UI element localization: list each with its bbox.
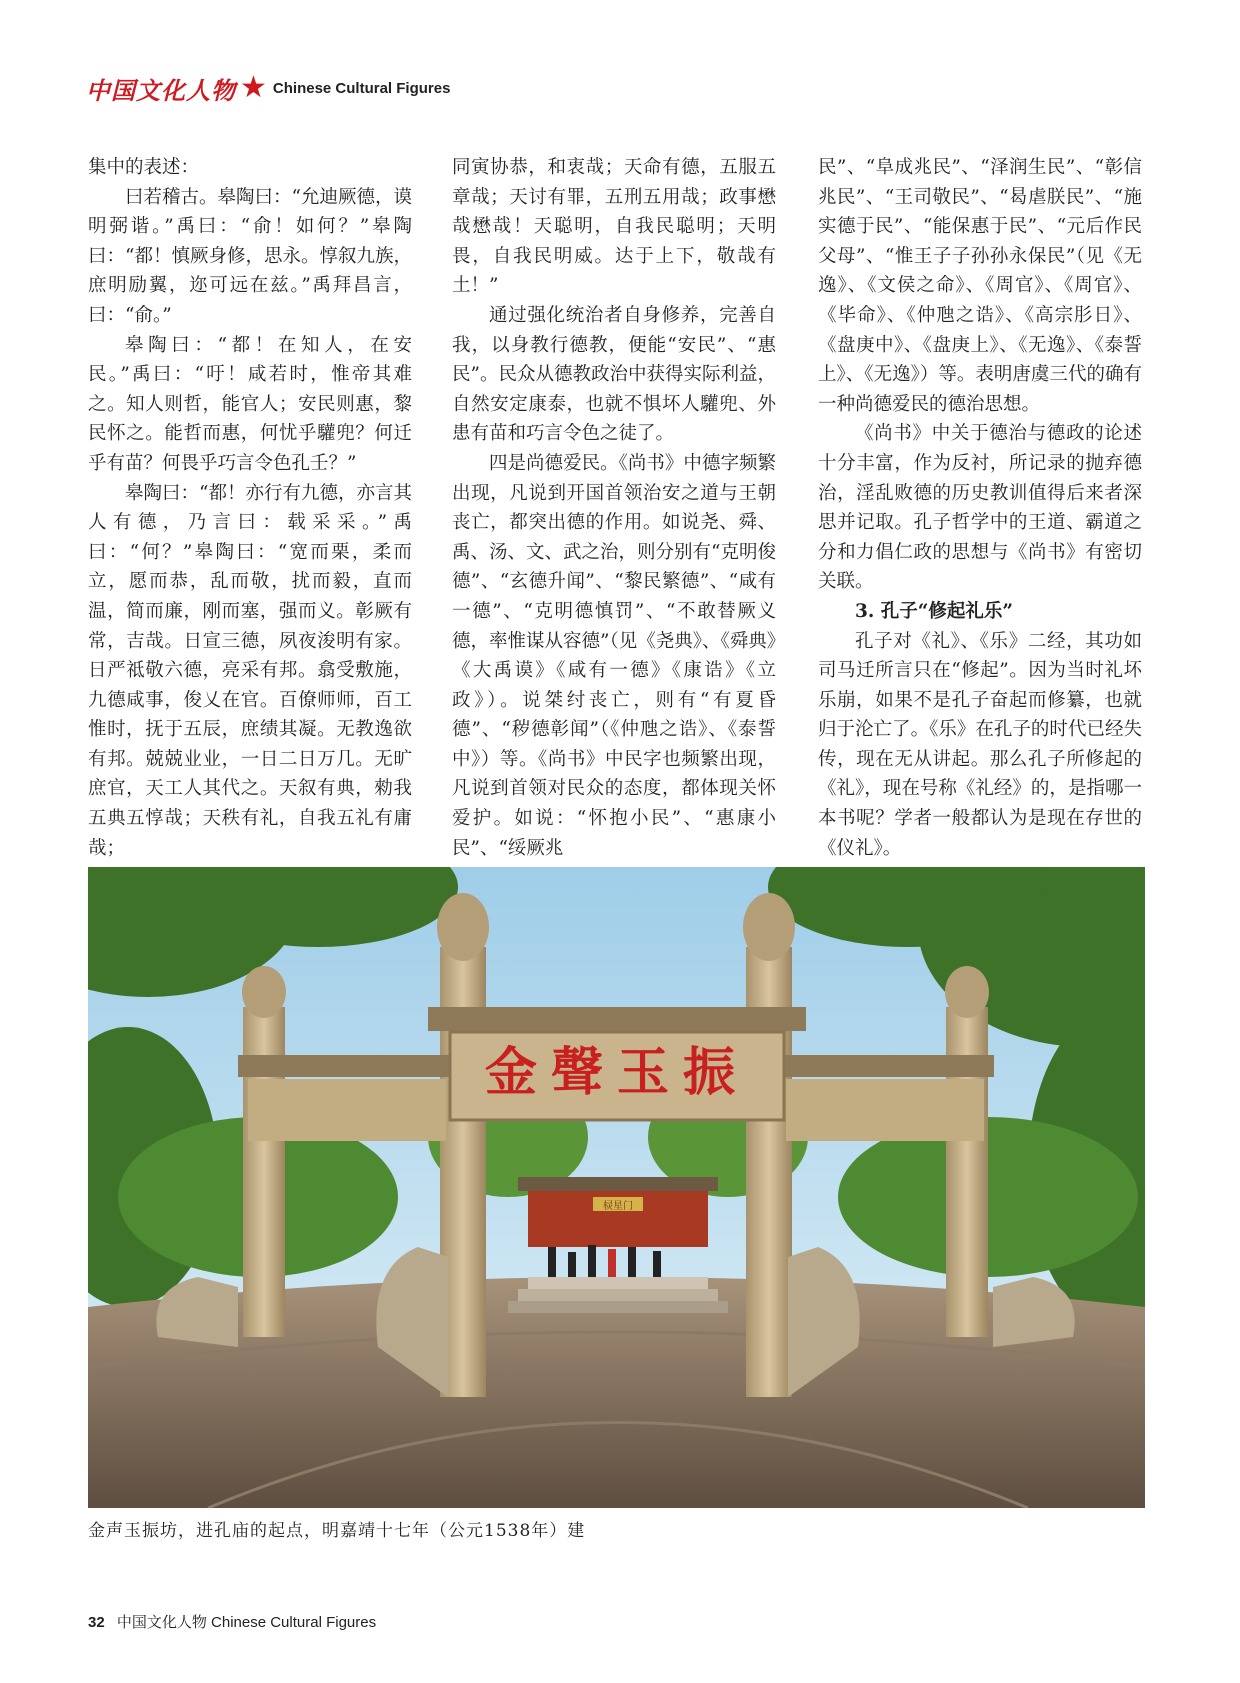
photo-jinsheng-yuzhen-archway <box>88 867 1145 1508</box>
body-paragraph: 民”、“阜成兆民”、“泽润生民”、“彰信兆民”、“王司敬民”、“曷虐朕民”、“施实德于民”、“能保惠于民”、“元后作民父母”、“惟王子子孙孙永保民”（见《无逸》、《文侯之命》、《周官》、《周官》、《毕命》、《仲虺之诰》、《高宗肜日》、《盘庚中》、《盘庚上》、《无逸》、《泰誓上》、《无逸》）等。表明唐虞三代的确有一种尚德爱民的德治思想。 <box>818 157 1142 415</box>
footer-title: 中国文化人物 Chinese Cultural Figures <box>116 1614 377 1631</box>
page-footer <box>88 1611 376 1632</box>
section-subheading: 3. 孔子“修起礼乐” <box>855 600 1014 622</box>
body-paragraph: 皋陶曰：“都！在知人，在安民。”禹曰：“吁！咸若时，惟帝其难之。知人则哲，能官人；安民则惠，黎民怀之。能哲而惠，何忧乎驩兜？何迁乎有苗？何畏乎巧言令色孔壬？” <box>88 334 412 474</box>
text-column-3 <box>818 153 1142 863</box>
body-paragraph: 皋陶曰：“都！亦行有九德，亦言其人有德，乃言曰：载采采。”禹曰：“何？”皋陶曰：“宽而栗，柔而立，愿而恭，乱而敬，扰而毅，直而温，简而廉，刚而塞，强而义。彰厥有常，吉哉。日宣三德，夙夜浚明有家。日严祗敬六德，亮采有邦。翕受敷施，九德咸事，俊乂在官。百僚师师，百工惟时，抚于五辰，庶绩其凝。无教逸欲有邦。兢兢业业，一日二日万几。无旷庶官，天工人其代之。天叙有典，勑我五典五惇哉；天秩有礼，自我五礼有庸哉； <box>88 482 412 859</box>
body-paragraph: 孔子对《礼》、《乐》二经，其功如司马迁所言只在“修起”。因为当时礼坏乐崩，如果不是孔子奋起而修纂，也就归于沦亡了。《乐》在孔子的时代已经失传，现在无从讲起。那么孔子所修起的《礼》，现在号称《礼经》的，是指哪一本书呢？学者一般都认为是现在存世的《仪礼》。 <box>818 630 1142 859</box>
star-icon: ★ <box>240 70 267 105</box>
text-column-1 <box>88 153 412 863</box>
body-paragraph: 同寅协恭，和衷哉；天命有德，五服五章哉；天讨有罪，五刑五用哉；政事懋哉懋哉！天聪明，自我民聪明；天明畏，自我民明威。达于上下，敬哉有土！” <box>452 157 776 297</box>
magazine-header <box>86 70 450 106</box>
body-paragraph: 四是尚德爱民。《尚书》中德字频繁出现，凡说到开国首领治安之道与王朝丧亡，都突出德的作用。如说尧、舜、禹、汤、文、武之治，则分别有“克明俊德”、“玄德升闻”、“黎民繁德”、“咸有一德”、“克明德慎罚”、“不敢替厥义德，率惟谋从容德”（见《尧典》、《舜典》《大禹谟》《咸有一德》《康诰》《立政》）。说桀纣丧亡，则有“有夏昏德”、“秽德彰闻”（《仲虺之诰》、《泰誓中》）等。《尚书》中民字也频繁出现，凡说到首领对民众的态度，都体现关怀爱护。如说：“怀抱小民”、“惠康小民”、“绥厥兆 <box>452 452 776 859</box>
text-column-2 <box>452 153 776 863</box>
distant-gate-sign-text: 棂星门 <box>603 1201 633 1212</box>
body-paragraph: 通过强化统治者自身修养，完善自我，以身教行德教，便能“安民”、“惠民”。民众从德教政治中获得实际利益，自然安定康泰，也就不惧坏人驩兜、外患有苗和巧言令色之徒了。 <box>452 304 776 445</box>
page-number: 32 <box>88 1614 105 1631</box>
body-paragraph: 《尚书》中关于德治与德政的论述十分丰富，作为反衬，所记录的抛弃德治，淫乱败德的历史教训值得后来者深思并记取。孔子哲学中的王道、霸道之分和力倡仁政的思想与《尚书》有密切关联。 <box>818 423 1142 593</box>
photo-caption: 金声玉振坊，进孔庙的起点，明嘉靖十七年（公元1538年）建 <box>88 1521 586 1541</box>
brand-chinese-title: 中国文化人物 <box>86 76 236 105</box>
body-paragraph: 集中的表述： <box>88 157 200 178</box>
brand-english-title: Chinese Cultural Figures <box>272 79 451 97</box>
archway-plaque-text: 金聲玉振 <box>484 1042 750 1103</box>
body-paragraph: 曰若稽古。皋陶曰：“允迪厥德，谟明弼谐。”禹曰：“俞！如何？”皋陶曰：“都！慎厥身修，思永。惇叙九族，庶明励翼，迩可远在兹。”禹拜昌言，曰：“俞。” <box>88 186 412 326</box>
